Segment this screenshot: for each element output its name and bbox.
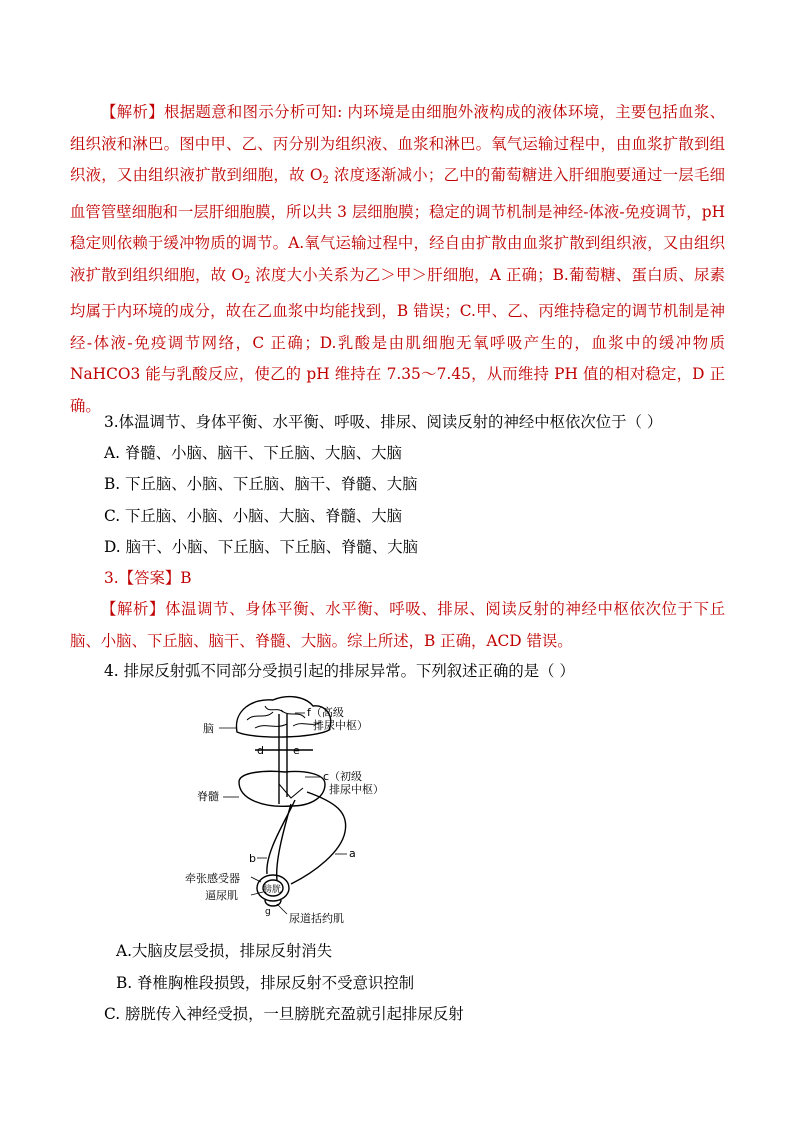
q3-analysis-tag: 【解析】 — [101, 600, 166, 618]
label-a: a — [349, 847, 356, 860]
q3-option-b: B. 下丘脑、小脑、下丘脑、脑干、脊髓、大脑 — [104, 475, 418, 493]
label-g: g — [265, 907, 271, 917]
q3-analysis-text: 体温调节、身体平衡、水平衡、呼吸、排尿、阅读反射的神经中枢依次位于下丘脑、小脑、下丘脑、脑干、脊髓、大脑。综上所述，B 正确，ACD 错误。 — [70, 600, 725, 650]
q3-analysis-paragraph — [70, 594, 725, 657]
label-c-1: c（初级 — [323, 770, 363, 783]
label-f-1: f（高级 — [307, 706, 344, 719]
label-receptor: 牵张感受器 — [185, 872, 240, 885]
q3-stem: 3.体温调节、身体平衡、水平衡、呼吸、排尿、阅读反射的神经中枢依次位于（ ） — [104, 413, 663, 431]
subscript-2b: 2 — [243, 274, 251, 286]
analysis-text-1: 根据题意和图示分析可知: 内环境是由细胞外液构成的液体环境，主要包括血浆、组织液和淋巴。图中甲、乙、丙分别为组织液、血浆和淋巴。氧气运输过程中，由血浆扩散到组织液，又由组织液扩散到细胞，故 O — [70, 103, 725, 184]
reflex-arc-diagram — [185, 692, 425, 937]
q3-option-a: A. 脊髓、小脑、脑干、下丘脑、大脑、大脑 — [104, 444, 402, 462]
label-sphincter: 尿道括约肌 — [289, 912, 344, 925]
q4-option-c: C. 膀胱传入神经受损，一旦膀胱充盈就引起排尿反射 — [104, 1005, 464, 1023]
label-bladder: 膀胱 — [263, 885, 282, 895]
label-brain: 脑 — [203, 722, 214, 735]
q3-option-d: D. 脑干、小脑、下丘脑、下丘脑、脊髓、大脑 — [104, 538, 418, 556]
label-f-2: 排尿中枢） — [313, 719, 368, 732]
analysis-text-2: 浓度逐渐减小；乙中的葡萄糖进入肝细胞要通过一层毛细血管管壁细胞和一层肝细胞膜，所以共 3 层细胞膜；稳定的调节机制是神经-体液-免疫调节，pH 稳定则依赖于缓冲物质的调节。A.氧气运输过程中，经自由扩散由血浆扩散到组织液，又由组织液扩散到组织细胞，故 O — [70, 166, 725, 284]
label-b: b — [249, 852, 256, 865]
q3-option-c: C. 下丘脑、小脑、小脑、大脑、脊髓、大脑 — [104, 507, 403, 525]
q4-option-a: A.大脑皮层受损，排尿反射消失 — [116, 942, 333, 960]
analysis-tag: 【解析】 — [101, 103, 164, 121]
q3-answer: 3.【答案】B — [104, 569, 192, 587]
label-d: d — [257, 744, 264, 757]
label-detrusor: 逼尿肌 — [205, 889, 238, 902]
analysis-text-3: 浓度大小关系为乙＞甲＞肝细胞，A 正确；B.葡萄糖、蛋白质、尿素均属于内环境的成分，故在乙血浆中均能找到，B 错误；C.甲、乙、丙维持稳定的调节机制是神经-体液-免疫调节网络，C 正确；D.乳酸是由肌细胞无氧呼吸产生的，血浆中的缓冲物质 NaHCO3 能与乳酸反应，使乙的 pH 维持在 7.35～7.45，从而维持 PH 值的相对稳定，D 正确。 — [70, 265, 725, 415]
spinal-cord-outline — [239, 771, 325, 806]
q4-option-b: B. 脊椎胸椎段损毁，排尿反射不受意识控制 — [116, 974, 415, 992]
subscript-2: 2 — [322, 175, 329, 186]
label-c-2: 排尿中枢） — [329, 783, 384, 796]
label-e: e — [293, 744, 300, 757]
label-spinal: 脊髓 — [197, 790, 219, 803]
q2-analysis-paragraph — [70, 97, 725, 422]
q4-stem: 4. 排尿反射弧不同部分受损引起的排尿异常。下列叙述正确的是（ ） — [104, 662, 575, 680]
